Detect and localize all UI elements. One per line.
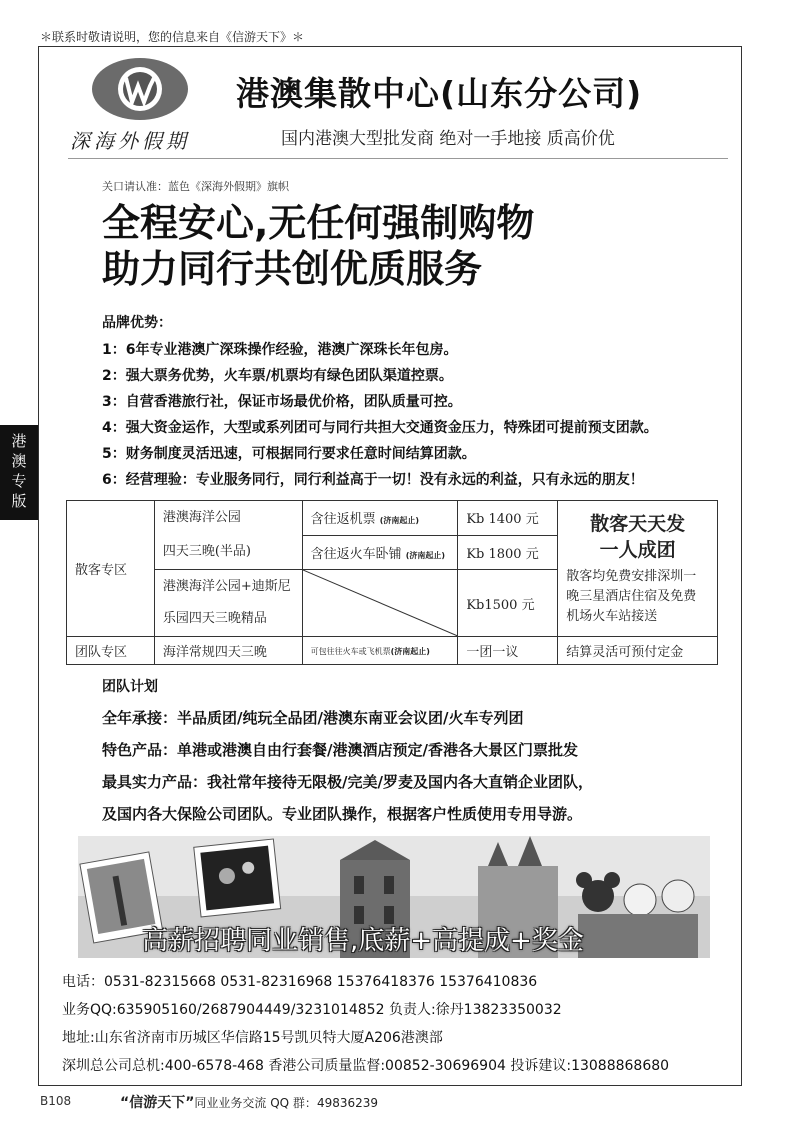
list-item: 最具实力产品：我社常年接待无限极/完美/罗麦及国内各大直销企业团队， (102, 773, 593, 791)
origin-tag: (济南起止) (390, 647, 430, 656)
list-num: 1： (102, 342, 126, 358)
list-item (102, 363, 658, 389)
headline-line-2: 助力同行共创优质服务 (102, 247, 483, 291)
side-tab-char: 版 (11, 492, 27, 510)
transport-cell (302, 637, 458, 665)
tour-name-cell (154, 501, 302, 570)
list-text: 财务制度灵活迅速，可根据同行要求任意时间结算团款。 (125, 446, 476, 462)
list-num: 3： (102, 394, 126, 410)
origin-tag: (济南起止) (405, 550, 446, 560)
team-list (102, 702, 593, 830)
check-note: 关口请认准：蓝色《深海外假期》旗帜 (102, 180, 289, 193)
empty-diagonal-cell (302, 570, 458, 637)
note-cell: 结算灵活可预付定金 (558, 637, 718, 665)
footer-note (120, 1092, 378, 1112)
zone-cell: 散客专区 (67, 501, 155, 637)
contact-line: 地址:山东省济南市历城区华信路15号凯贝特大厦A206港澳部 (62, 1030, 443, 1046)
tour-price-table (66, 500, 718, 665)
team-title: 团队计划 (102, 679, 158, 695)
transport-text: 含往返火车卧铺 (310, 546, 402, 562)
footer-qq: 49836239 (316, 1096, 379, 1110)
logo-subtitle: 深海外假期 (70, 129, 190, 153)
tour-name-cell (154, 570, 302, 637)
side-tab-char: 澳 (11, 452, 27, 470)
contact-info (62, 968, 669, 1080)
list-item (102, 441, 658, 467)
origin-tag: (济南起止) (379, 516, 420, 526)
transport-cell (302, 535, 458, 570)
page-number: B108 (40, 1094, 72, 1108)
price-cell: 一团一议 (458, 637, 558, 665)
list-item (102, 415, 658, 441)
header-divider (68, 158, 728, 159)
promo-note: 散客均免费安排深圳一晚三星酒店住宿及免费机场火车站接送 (566, 568, 697, 624)
list-text: 强大票务优势，火车票/机票均有绿色团队渠道控票。 (125, 368, 453, 384)
list-item (102, 467, 658, 493)
transport-text: 含往返机票 (310, 512, 376, 528)
side-tab-char: 专 (11, 472, 27, 490)
list-num: 2： (102, 368, 126, 384)
list-item (102, 389, 658, 415)
transport-text: 可包往往火车或飞机票 (310, 647, 391, 656)
transport-cell (302, 501, 458, 536)
side-tab-char: 港 (11, 432, 27, 450)
company-subtitle: 国内港澳大型批发商 绝对一手地接 质高价优 (281, 129, 615, 149)
promo-cell (558, 501, 718, 637)
list-item: 全年承接：半品质团/纯玩全品团/港澳东南亚会议团/火车专列团 (102, 709, 524, 727)
list-num: 6： (102, 472, 126, 488)
brand-title: 品牌优势： (102, 315, 172, 331)
company-title: 港澳集散中心(山东分公司) (236, 74, 643, 113)
tour-name-cell: 海洋常规四天三晚 (154, 637, 302, 665)
contact-line: 业务QQ:635905160/2687904449/3231014852 负责人:徐丹13823350032 (62, 1002, 562, 1018)
list-item: 特色产品：单港或港澳自由行套餐/港澳酒店预定/香港各大景区门票批发 (102, 741, 578, 759)
headline (102, 200, 534, 292)
tour-name: 四天三晚(半品) (162, 544, 252, 559)
price-cell: Kb 1800 元 (458, 535, 558, 570)
price-cell: Kb 1400 元 (458, 501, 558, 536)
side-tab (0, 425, 38, 520)
source-note: ＊联系时敬请说明，您的信息来自《信游天下》＊ (40, 30, 305, 44)
list-item (102, 337, 658, 363)
footer-brand: “信游天下” (120, 1095, 195, 1111)
tour-name: 港澳海洋公园 (162, 510, 241, 525)
list-text: 经营理验：专业服务同行，同行利益高于一切！没有永远的利益，只有永远的朋友！ (125, 472, 644, 488)
tour-name: 港澳海洋公园+迪斯尼 (162, 579, 291, 594)
list-num: 5： (102, 446, 126, 462)
zone-cell: 团队专区 (67, 637, 155, 665)
logo-w-icon (92, 58, 188, 120)
list-text: 自营香港旅行社，保证市场最优价格，团队质量可控。 (125, 394, 462, 410)
logo-letters: W (140, 116, 141, 117)
list-text: 6年专业港澳广深珠操作经验，港澳广深珠长年包房。 (125, 342, 458, 358)
promo-line: 一人成团 (599, 538, 676, 561)
contact-line: 深圳总公司总机:400-6578-468 香港公司质量监督:00852-30696904 投诉建议:13088868680 (62, 1058, 670, 1074)
contact-line: 电话：0531-82315668 0531-82316968 15376418376 15376410836 (62, 974, 538, 990)
list-item: 及国内各大保险公司团队。专业团队操作，根据客户性质使用专用导游。 (102, 805, 583, 823)
price-cell: Kb1500 元 (458, 570, 558, 637)
tour-name: 乐园四天三晚精品 (162, 611, 267, 626)
footer-text: 同业业务交流 QQ 群： (194, 1096, 317, 1110)
list-text: 强大资金运作，大型或系列团可与同行共担大交通资金压力，特殊团可提前预支团款。 (125, 420, 658, 436)
brand-list (102, 337, 658, 493)
promo-line: 散客天天发 (590, 512, 686, 535)
headline-line-1: 全程安心,无任何强制购物 (102, 201, 535, 245)
recruit-banner-text: 高薪招聘同业销售,底薪+高提成+奖金 (142, 926, 584, 956)
list-num: 4： (102, 420, 126, 436)
